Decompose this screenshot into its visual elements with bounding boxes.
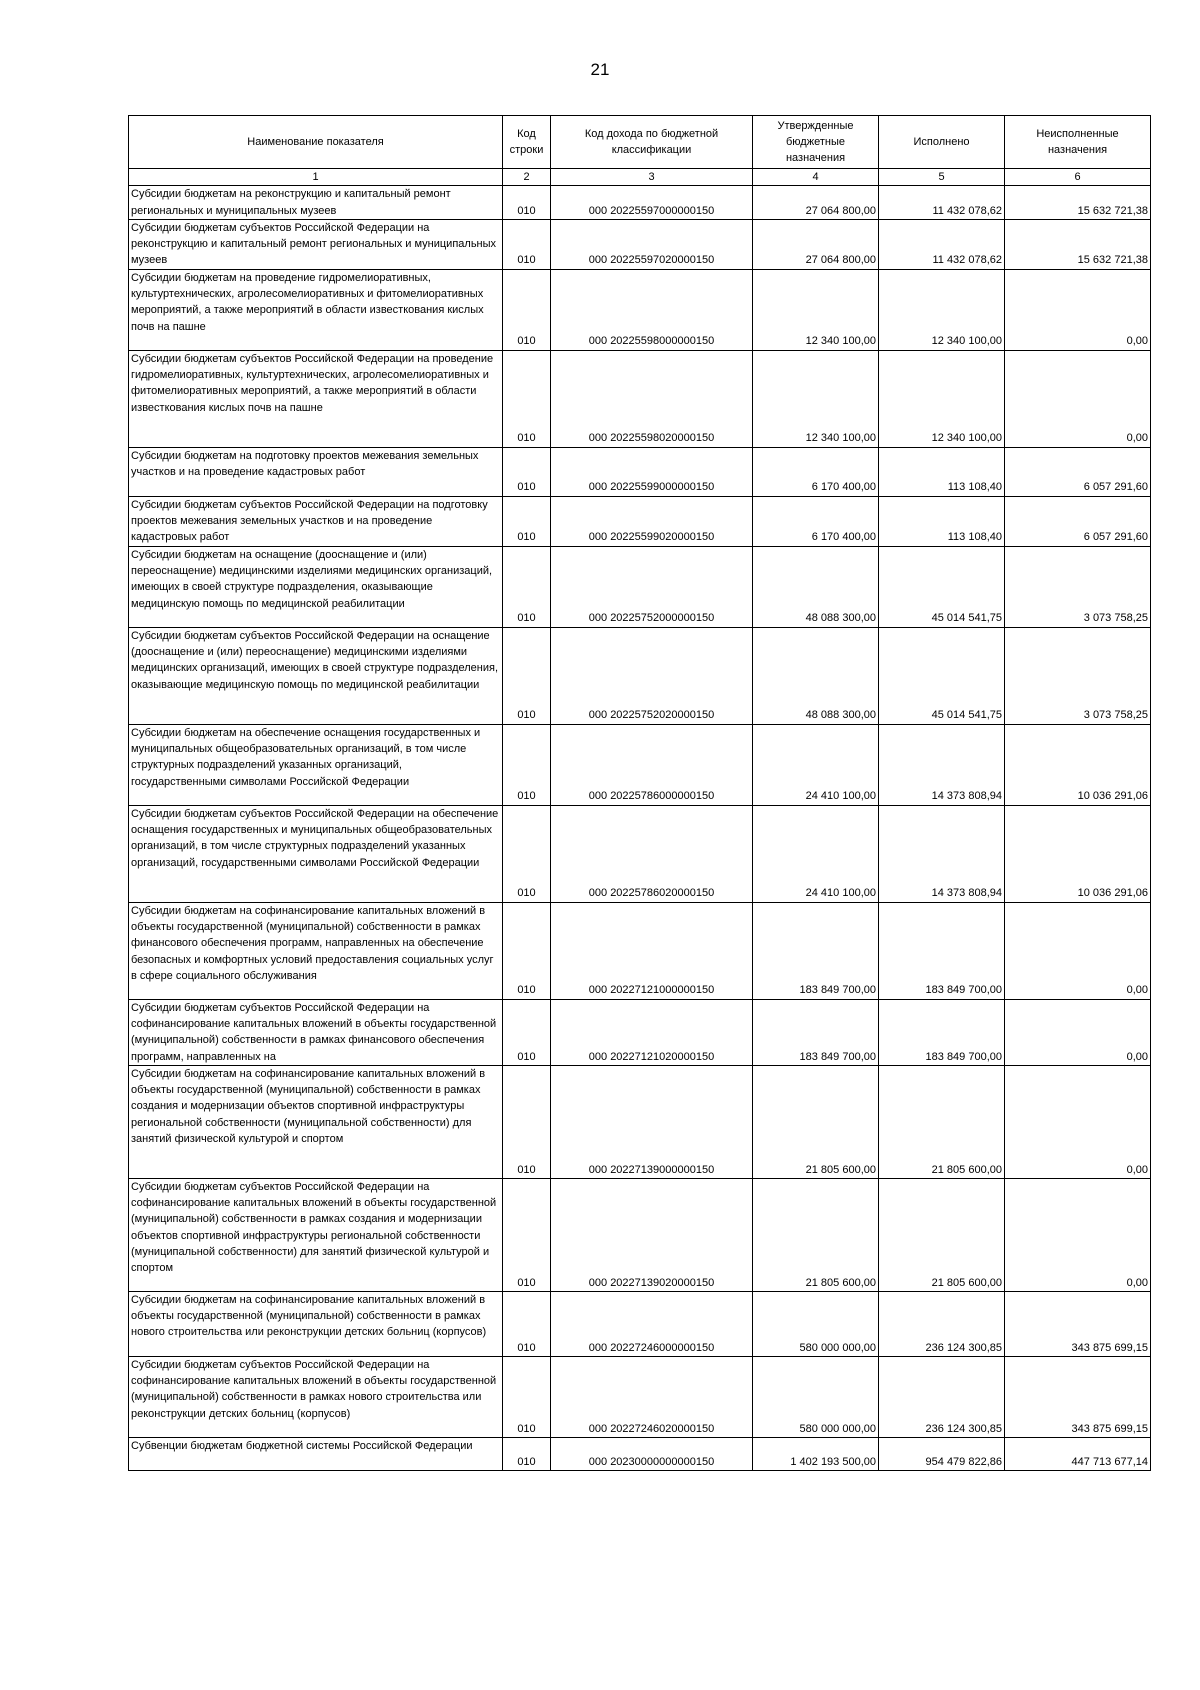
row-code: 010 bbox=[503, 447, 551, 496]
column-index: 6 bbox=[1005, 169, 1151, 186]
executed-amount: 113 108,40 bbox=[879, 496, 1005, 546]
row-code: 010 bbox=[503, 350, 551, 447]
unexecuted-amount: 6 057 291,60 bbox=[1005, 496, 1151, 546]
table-row bbox=[129, 269, 1151, 350]
income-code: 000 20225786020000150 bbox=[551, 805, 753, 902]
income-code: 000 20230000000000150 bbox=[551, 1437, 753, 1470]
table-row bbox=[129, 1437, 1151, 1470]
row-name: Субсидии бюджетам на обеспечение оснащения государственных и муниципальных общеобразовательных организаций, в том числе структурных подразделений указанных организаций, государственными символами Российской Федерации bbox=[129, 724, 503, 805]
row-code: 010 bbox=[503, 1178, 551, 1291]
income-code: 000 20225752000000150 bbox=[551, 546, 753, 627]
row-name: Субсидии бюджетам субъектов Российской Федерации на обеспечение оснащения государственных и муниципальных общеобразовательных организаций, в том числе структурных подразделений указанных организаций, государственными символами Российской Федерации bbox=[129, 805, 503, 902]
row-code: 010 bbox=[503, 496, 551, 546]
executed-amount: 45 014 541,75 bbox=[879, 546, 1005, 627]
table-row bbox=[129, 546, 1151, 627]
approved-amount: 21 805 600,00 bbox=[753, 1065, 879, 1178]
executed-amount: 954 479 822,86 bbox=[879, 1437, 1005, 1470]
income-code: 000 20225599000000150 bbox=[551, 447, 753, 496]
row-name: Субсидии бюджетам субъектов Российской Федерации на софинансирование капитальных вложений в объекты государственной (муниципальной) собственности в рамках создания и модернизации объектов спортивной инфраструктуры региональной собственности (муниципальной собственности) для занятий физической культурой и спортом bbox=[129, 1178, 503, 1291]
approved-amount: 27 064 800,00 bbox=[753, 186, 879, 220]
row-code: 010 bbox=[503, 1291, 551, 1356]
executed-amount: 21 805 600,00 bbox=[879, 1178, 1005, 1291]
header-row-code: Код строки bbox=[503, 116, 551, 169]
row-name: Субсидии бюджетам субъектов Российской Федерации на оснащение (дооснащение и (или) переоснащение) медицинскими изделиями медицинских организаций, имеющих в своей структуре подразделения, оказывающие медицинскую помощь по медицинской реабилитации bbox=[129, 627, 503, 724]
table-row bbox=[129, 350, 1151, 447]
approved-amount: 27 064 800,00 bbox=[753, 219, 879, 269]
header-name: Наименование показателя bbox=[129, 116, 503, 169]
unexecuted-amount: 0,00 bbox=[1005, 269, 1151, 350]
unexecuted-amount: 6 057 291,60 bbox=[1005, 447, 1151, 496]
row-code: 010 bbox=[503, 219, 551, 269]
executed-amount: 236 124 300,85 bbox=[879, 1356, 1005, 1437]
row-code: 010 bbox=[503, 805, 551, 902]
approved-amount: 580 000 000,00 bbox=[753, 1356, 879, 1437]
executed-amount: 11 432 078,62 bbox=[879, 219, 1005, 269]
income-code: 000 20225597020000150 bbox=[551, 219, 753, 269]
approved-amount: 12 340 100,00 bbox=[753, 269, 879, 350]
income-code: 000 20225597000000150 bbox=[551, 186, 753, 220]
table-row bbox=[129, 219, 1151, 269]
row-name: Субсидии бюджетам субъектов Российской Федерации на реконструкцию и капитальный ремонт региональных и муниципальных музеев bbox=[129, 219, 503, 269]
table-body bbox=[129, 186, 1151, 1471]
income-code: 000 20227121000000150 bbox=[551, 902, 753, 999]
column-index: 4 bbox=[753, 169, 879, 186]
row-name: Субсидии бюджетам субъектов Российской Федерации на софинансирование капитальных вложений в объекты государственной (муниципальной) собственности в рамках финансового обеспечения программ, направленных на bbox=[129, 999, 503, 1065]
approved-amount: 12 340 100,00 bbox=[753, 350, 879, 447]
unexecuted-amount: 15 632 721,38 bbox=[1005, 219, 1151, 269]
row-name: Субвенции бюджетам бюджетной системы Российской Федерации bbox=[129, 1437, 503, 1470]
income-code: 000 20227139020000150 bbox=[551, 1178, 753, 1291]
unexecuted-amount: 447 713 677,14 bbox=[1005, 1437, 1151, 1470]
executed-amount: 183 849 700,00 bbox=[879, 902, 1005, 999]
executed-amount: 183 849 700,00 bbox=[879, 999, 1005, 1065]
table-row bbox=[129, 1065, 1151, 1178]
table-row bbox=[129, 724, 1151, 805]
row-code: 010 bbox=[503, 1065, 551, 1178]
header-row bbox=[129, 116, 1151, 169]
row-code: 010 bbox=[503, 186, 551, 220]
executed-amount: 113 108,40 bbox=[879, 447, 1005, 496]
header-income-code: Код дохода по бюджетной классификации bbox=[551, 116, 753, 169]
approved-amount: 21 805 600,00 bbox=[753, 1178, 879, 1291]
income-code: 000 20225752020000150 bbox=[551, 627, 753, 724]
header-executed: Исполнено bbox=[879, 116, 1005, 169]
income-code: 000 20225598000000150 bbox=[551, 269, 753, 350]
executed-amount: 45 014 541,75 bbox=[879, 627, 1005, 724]
approved-amount: 24 410 100,00 bbox=[753, 805, 879, 902]
unexecuted-amount: 0,00 bbox=[1005, 999, 1151, 1065]
approved-amount: 24 410 100,00 bbox=[753, 724, 879, 805]
approved-amount: 6 170 400,00 bbox=[753, 447, 879, 496]
table-row bbox=[129, 1356, 1151, 1437]
unexecuted-amount: 0,00 bbox=[1005, 1178, 1151, 1291]
row-name: Субсидии бюджетам на софинансирование капитальных вложений в объекты государственной (муниципальной) собственности в рамках создания и модернизации объектов спортивной инфраструктуры региональной собственности (муниципальной собственности) для занятий физической культурой и спортом bbox=[129, 1065, 503, 1178]
approved-amount: 48 088 300,00 bbox=[753, 627, 879, 724]
unexecuted-amount: 343 875 699,15 bbox=[1005, 1356, 1151, 1437]
approved-amount: 183 849 700,00 bbox=[753, 999, 879, 1065]
executed-amount: 14 373 808,94 bbox=[879, 724, 1005, 805]
approved-amount: 6 170 400,00 bbox=[753, 496, 879, 546]
table-row bbox=[129, 627, 1151, 724]
income-code: 000 20227139000000150 bbox=[551, 1065, 753, 1178]
table-row bbox=[129, 902, 1151, 999]
unexecuted-amount: 3 073 758,25 bbox=[1005, 627, 1151, 724]
row-code: 010 bbox=[503, 269, 551, 350]
table-row bbox=[129, 496, 1151, 546]
row-code: 010 bbox=[503, 1437, 551, 1470]
column-index: 2 bbox=[503, 169, 551, 186]
unexecuted-amount: 10 036 291,06 bbox=[1005, 805, 1151, 902]
table-row bbox=[129, 1178, 1151, 1291]
header-approved: Утвержденные бюджетные назначения bbox=[753, 116, 879, 169]
table-row bbox=[129, 447, 1151, 496]
row-name: Субсидии бюджетам на реконструкцию и капитальный ремонт региональных и муниципальных музеев bbox=[129, 186, 503, 220]
row-code: 010 bbox=[503, 902, 551, 999]
income-code: 000 20227121020000150 bbox=[551, 999, 753, 1065]
column-index: 5 bbox=[879, 169, 1005, 186]
row-name: Субсидии бюджетам субъектов Российской Федерации на проведение гидромелиоративных, культуртехнических, агролесомелиоративных и фитомелиоративных мероприятий, а также мероприятий в области известкования кислых почв на пашне bbox=[129, 350, 503, 447]
row-code: 010 bbox=[503, 627, 551, 724]
table-row bbox=[129, 1291, 1151, 1356]
unexecuted-amount: 343 875 699,15 bbox=[1005, 1291, 1151, 1356]
approved-amount: 580 000 000,00 bbox=[753, 1291, 879, 1356]
income-code: 000 20227246000000150 bbox=[551, 1291, 753, 1356]
row-code: 010 bbox=[503, 999, 551, 1065]
unexecuted-amount: 0,00 bbox=[1005, 902, 1151, 999]
approved-amount: 48 088 300,00 bbox=[753, 546, 879, 627]
unexecuted-amount: 0,00 bbox=[1005, 350, 1151, 447]
approved-amount: 183 849 700,00 bbox=[753, 902, 879, 999]
executed-amount: 236 124 300,85 bbox=[879, 1291, 1005, 1356]
row-code: 010 bbox=[503, 546, 551, 627]
executed-amount: 11 432 078,62 bbox=[879, 186, 1005, 220]
row-code: 010 bbox=[503, 1356, 551, 1437]
row-name: Субсидии бюджетам на оснащение (дооснащение и (или) переоснащение) медицинскими изделиями медицинских организаций, имеющих в своей структуре подразделения, оказывающие медицинскую помощь по медицинской реабилитации bbox=[129, 546, 503, 627]
column-index: 1 bbox=[129, 169, 503, 186]
unexecuted-amount: 15 632 721,38 bbox=[1005, 186, 1151, 220]
table-row bbox=[129, 186, 1151, 220]
unexecuted-amount: 0,00 bbox=[1005, 1065, 1151, 1178]
income-code: 000 20227246020000150 bbox=[551, 1356, 753, 1437]
table-row bbox=[129, 999, 1151, 1065]
row-name: Субсидии бюджетам на софинансирование капитальных вложений в объекты государственной (муниципальной) собственности в рамках нового строительства или реконструкции детских больниц (корпусов) bbox=[129, 1291, 503, 1356]
row-name: Субсидии бюджетам субъектов Российской Федерации на софинансирование капитальных вложений в объекты государственной (муниципальной) собственности в рамках нового строительства или реконструкции детских больниц (корпусов) bbox=[129, 1356, 503, 1437]
row-code: 010 bbox=[503, 724, 551, 805]
budget-report-table bbox=[128, 115, 1151, 1471]
table-row bbox=[129, 805, 1151, 902]
approved-amount: 1 402 193 500,00 bbox=[753, 1437, 879, 1470]
executed-amount: 14 373 808,94 bbox=[879, 805, 1005, 902]
executed-amount: 12 340 100,00 bbox=[879, 350, 1005, 447]
column-index-row bbox=[129, 169, 1151, 186]
row-name: Субсидии бюджетам на проведение гидромелиоративных, культуртехнических, агролесомелиоративных и фитомелиоративных мероприятий, а также мероприятий в области известкования кислых почв на пашне bbox=[129, 269, 503, 350]
income-code: 000 20225598020000150 bbox=[551, 350, 753, 447]
unexecuted-amount: 3 073 758,25 bbox=[1005, 546, 1151, 627]
executed-amount: 21 805 600,00 bbox=[879, 1065, 1005, 1178]
row-name: Субсидии бюджетам на софинансирование капитальных вложений в объекты государственной (муниципальной) собственности в рамках финансового обеспечения программ, направленных на обеспечение безопасных и комфортных условий предоставления социальных услуг в сфере социального обслуживания bbox=[129, 902, 503, 999]
column-index: 3 bbox=[551, 169, 753, 186]
executed-amount: 12 340 100,00 bbox=[879, 269, 1005, 350]
row-name: Субсидии бюджетам субъектов Российской Федерации на подготовку проектов межевания земельных участков и на проведение кадастровых работ bbox=[129, 496, 503, 546]
unexecuted-amount: 10 036 291,06 bbox=[1005, 724, 1151, 805]
row-name: Субсидии бюджетам на подготовку проектов межевания земельных участков и на проведение кадастровых работ bbox=[129, 447, 503, 496]
income-code: 000 20225786000000150 bbox=[551, 724, 753, 805]
header-unexecuted: Неисполненные назначения bbox=[1005, 116, 1151, 169]
page-number: 21 bbox=[590, 60, 610, 79]
income-code: 000 20225599020000150 bbox=[551, 496, 753, 546]
